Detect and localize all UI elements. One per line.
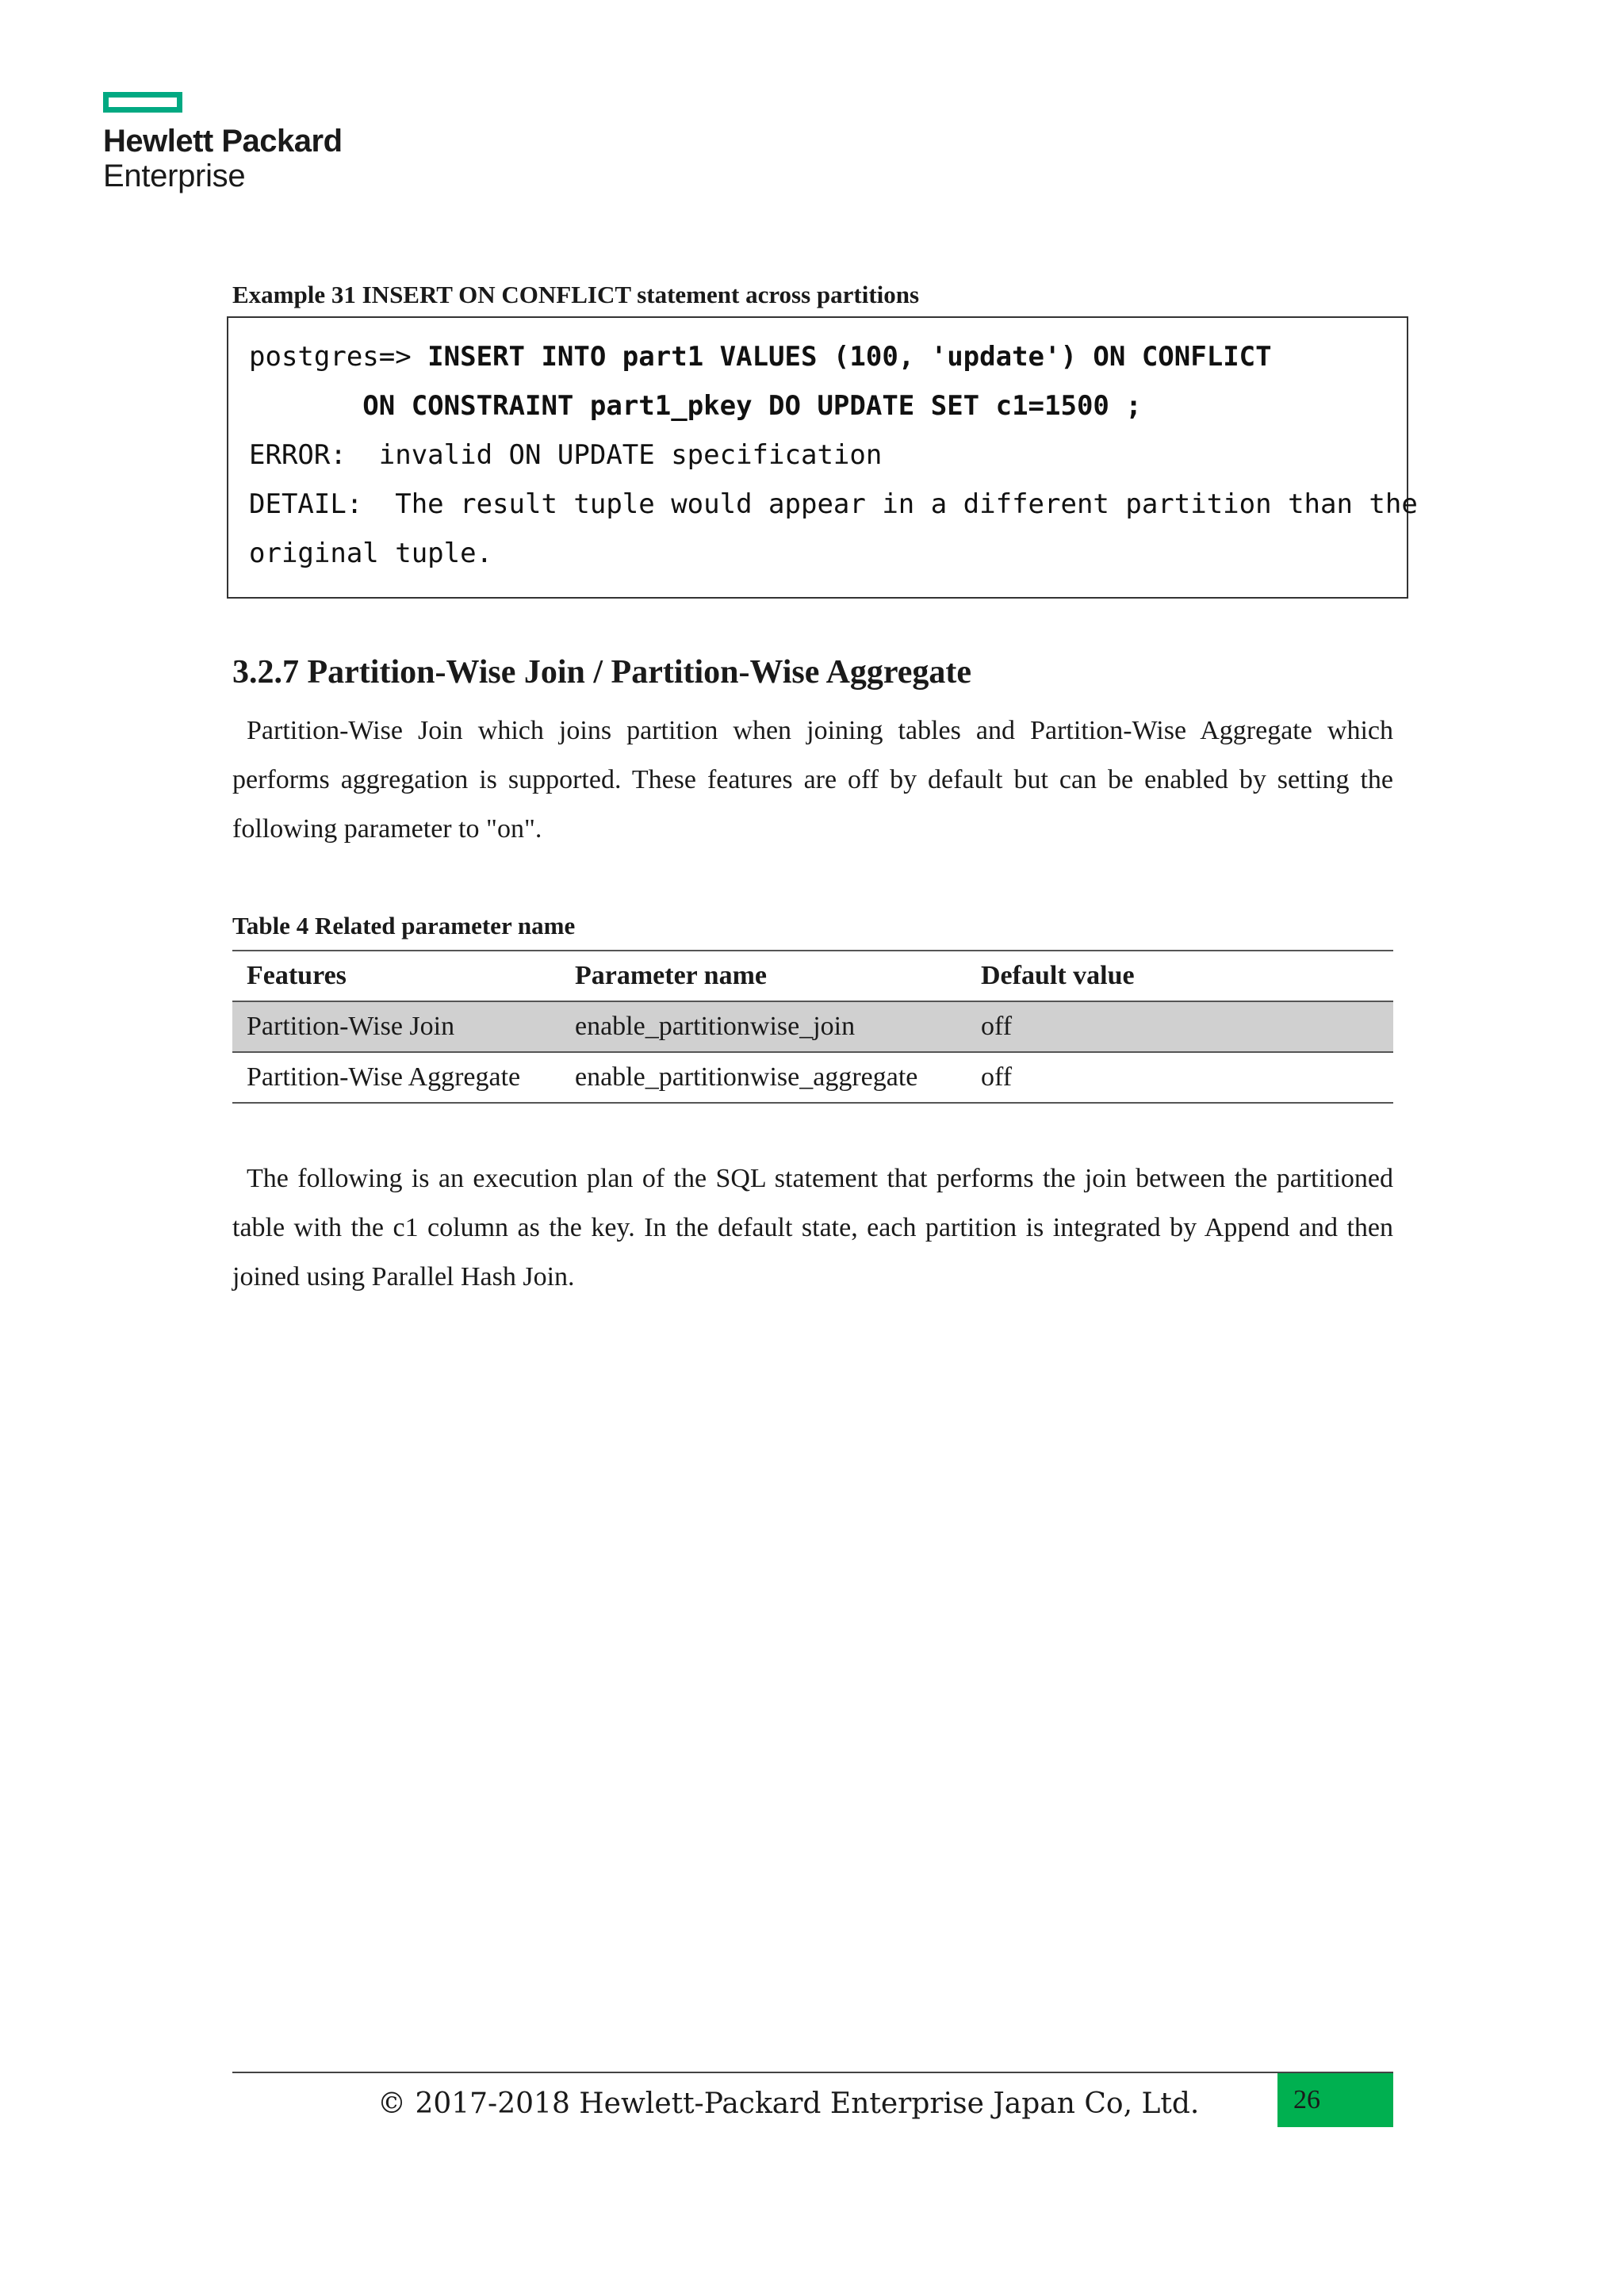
logo-line-1: Hewlett Packard [103, 124, 343, 159]
header-default-value: Default value [981, 961, 1135, 990]
table-caption: Table 4 Related parameter name [232, 912, 576, 939]
code-line-5: original tuple. [249, 538, 493, 569]
footer-copyright: © 2017-2018 Hewlett-Packard Enterprise Japan Co, Ltd. [377, 2087, 1200, 2120]
hpe-logo [103, 92, 343, 193]
table-cell: enable_partitionwise_aggregate [575, 1062, 918, 1092]
table-row [232, 1001, 1393, 1052]
section-heading: 3.2.7 Partition-Wise Join / Partition-Wise Aggregate [232, 654, 972, 691]
paragraph-1: Partition-Wise Join which joins partition when joining tables and Partition-Wise Aggregate which performs aggregation is supported. These features are off by default but can be enabled by setting the following parameter to "on". [232, 716, 1393, 844]
table-cell: Partition-Wise Aggregate [247, 1062, 521, 1092]
page-number: 26 [1277, 2073, 1393, 2127]
parameter-table [232, 950, 1393, 1104]
code-line-3: ERROR: invalid ON UPDATE specification [249, 439, 883, 471]
table-header-row [232, 951, 1393, 1001]
code-block [227, 316, 1418, 599]
header-features: Features [247, 961, 347, 990]
table-cell: enable_partitionwise_join [575, 1012, 856, 1041]
code-line-2 [249, 381, 1392, 430]
table-row [232, 1052, 1393, 1103]
code-prompt: postgres=> [249, 341, 428, 373]
table-cell: off [981, 1062, 1013, 1092]
logo-line-2: Enterprise [103, 159, 246, 193]
code-command-1: INSERT INTO part1 VALUES (100, 'update') ON CONFLICT [427, 341, 1272, 373]
logo-rectangle-icon [103, 92, 182, 113]
header-parameter-name: Parameter name [575, 961, 767, 990]
footer-divider [232, 2072, 1393, 2073]
code-line-4: DETAIL: The result tuple would appear in a different partition than the [249, 488, 1418, 520]
code-command-2: ON CONSTRAINT part1_pkey DO UPDATE SET c1=1500 ; [362, 390, 1142, 422]
table-cell: off [981, 1012, 1013, 1041]
table-cell: Partition-Wise Join [247, 1012, 455, 1041]
example-caption: Example 31 INSERT ON CONFLICT statement across partitions [232, 281, 920, 308]
paragraph-2: The following is an execution plan of the SQL statement that performs the join between the partitioned table with the c1 column as the key. In the default state, each partition is integrated by Append and then joined using Parallel Hash Join. [232, 1164, 1393, 1292]
code-line-1 [249, 332, 1392, 381]
